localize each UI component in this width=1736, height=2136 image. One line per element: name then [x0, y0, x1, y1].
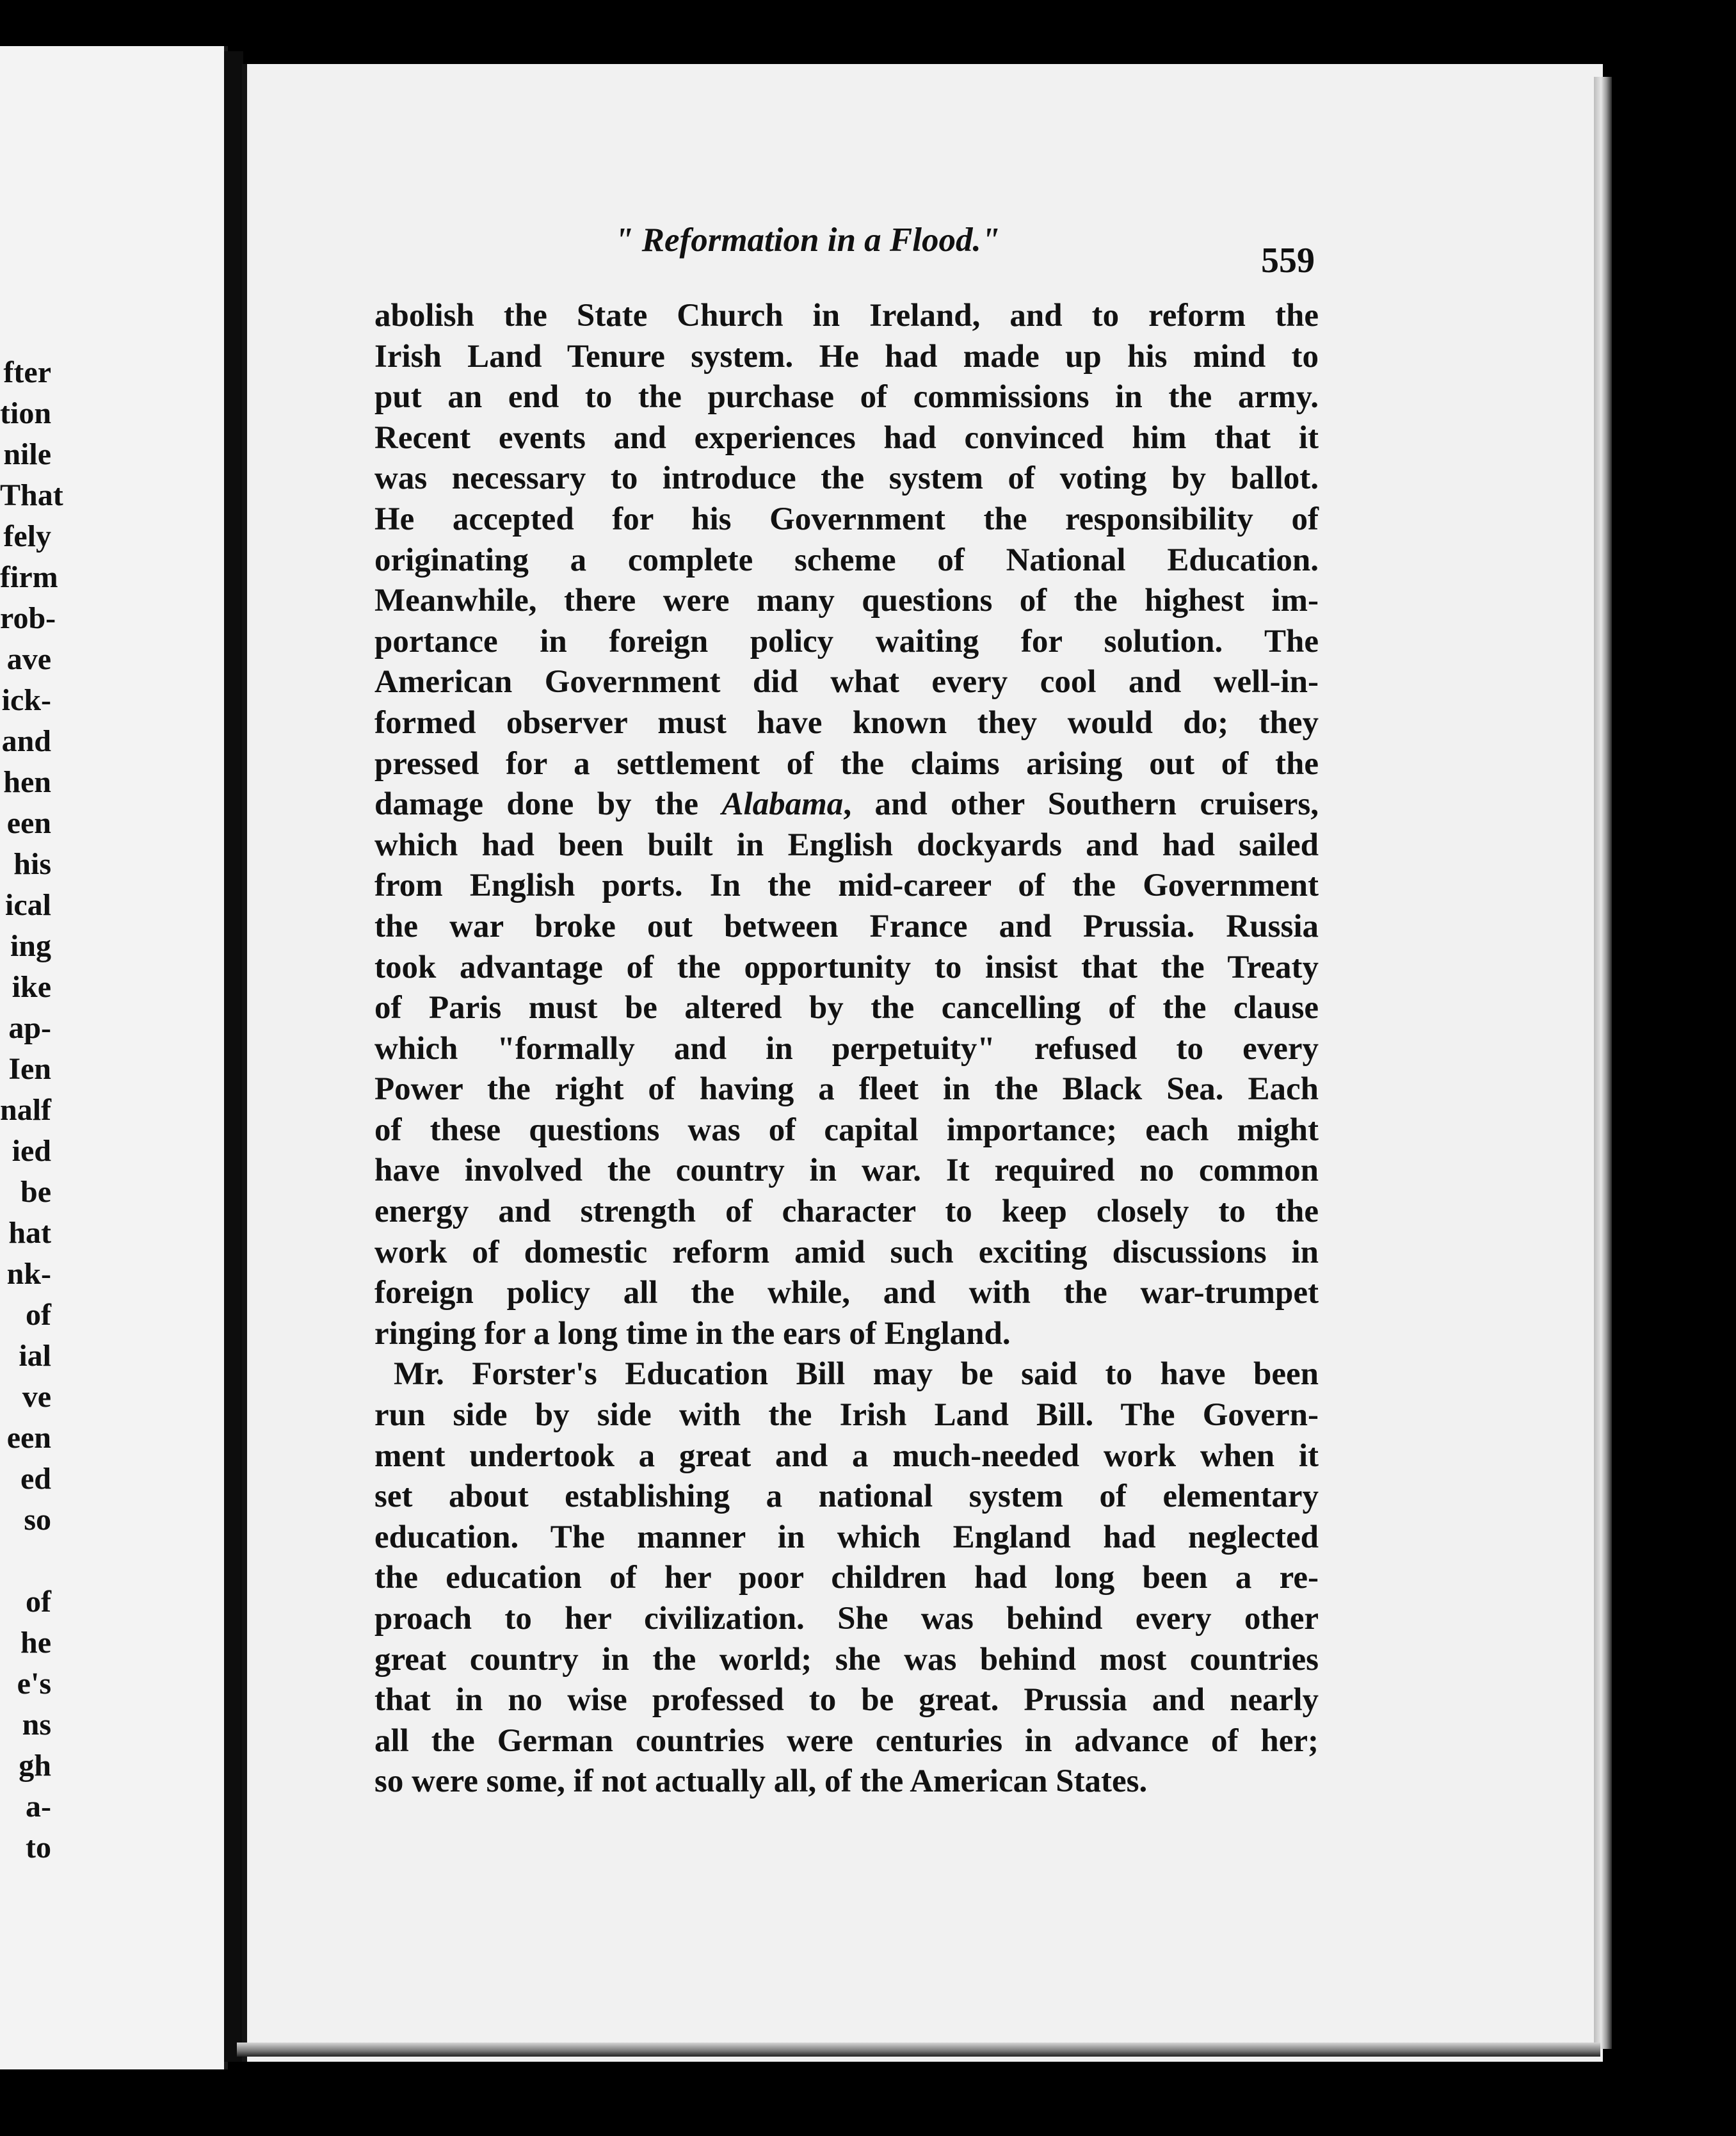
- text-line: took advantage of the opportunity to insist that the Treaty: [374, 949, 1319, 985]
- text-line: Meanwhile, there were many questions of the highest im-: [374, 583, 1319, 619]
- paragraph-2: [374, 1354, 1319, 1802]
- left-page-fragment: of: [26, 1585, 51, 1619]
- text-line: pressed for a settlement of the claims arising out of the: [374, 745, 1319, 782]
- page-number: 559: [1261, 241, 1315, 280]
- text-line: all the German countries were centuries in advance of her;: [374, 1722, 1319, 1759]
- left-page-fragment: een: [6, 1421, 51, 1455]
- left-page-fragment: firm: [0, 560, 58, 594]
- text-line: Mr. Forster's Education Bill may be said to have been: [394, 1356, 1319, 1393]
- left-page-fragment: ap-: [8, 1011, 51, 1045]
- text-line: the education of her poor children had long been a re-: [374, 1560, 1319, 1596]
- left-page-fragment: of: [26, 1298, 51, 1332]
- text-line: work of domestic reform amid such exciting discussions in: [374, 1234, 1319, 1270]
- text-line: damage done by the Alabama, and other Southern cruisers,: [374, 786, 1319, 823]
- text-line: foreign policy all the while, and with the war-trumpet: [374, 1275, 1319, 1311]
- text-line: which "formally and in perpetuity" refused to every: [374, 1030, 1319, 1067]
- text-line: from English ports. In the mid-career of the Government: [374, 868, 1319, 904]
- left-page-fragment: ve: [22, 1380, 51, 1414]
- text-line: Power the right of having a fleet in the Black Sea. Each: [374, 1071, 1319, 1108]
- left-page-fragment: ing: [10, 929, 51, 963]
- paragraph-1: [374, 296, 1319, 1354]
- text-line: ringing for a long time in the ears of England.: [374, 1315, 1011, 1352]
- left-page-fragment: and: [1, 724, 51, 758]
- text-line: have involved the country in war. It required no common: [374, 1153, 1319, 1189]
- left-page-fragment: gh: [19, 1749, 51, 1783]
- text-line: put an end to the purchase of commissions in the army.: [374, 379, 1319, 416]
- left-page-fragment: hen: [3, 765, 51, 799]
- text-line: was necessary to introduce the system of voting by ballot.: [374, 460, 1319, 497]
- left-page-fragment: ical: [5, 888, 51, 922]
- left-page-fragment: ick-: [1, 683, 51, 717]
- left-page-fragment: nile: [3, 437, 51, 471]
- text-line: so were some, if not actually all, of the American States.: [374, 1763, 1148, 1800]
- left-page-fragment: [0, 1541, 51, 1582]
- text-line: great country in the world; she was behind most countries: [374, 1641, 1319, 1678]
- left-page-fragment: een: [6, 806, 51, 840]
- text-line: formed observer must have known they would do; they: [374, 704, 1319, 741]
- text-line: education. The manner in which England had neglected: [374, 1519, 1319, 1555]
- text-line: of Paris must be altered by the cancelling of the clause: [374, 990, 1319, 1026]
- text-line: of these questions was of capital importance; each might: [374, 1112, 1319, 1148]
- left-page-fragment: tion: [0, 396, 52, 430]
- left-page-fragment: hat: [8, 1216, 51, 1250]
- text-line: run side by side with the Irish Land Bill. The Govern-: [374, 1397, 1319, 1434]
- text-line: which had been built in English dockyards and had sailed: [374, 827, 1319, 863]
- text-line: portance in foreign policy waiting for solution. The: [374, 623, 1319, 659]
- text-line: that in no wise professed to be great. Prussia and nearly: [374, 1682, 1319, 1719]
- left-page-fragment: a-: [26, 1790, 51, 1824]
- left-page-fragment: his: [13, 847, 51, 881]
- left-page-fragment: he: [20, 1626, 51, 1660]
- text-line: American Government did what every cool and well-in-: [374, 664, 1319, 700]
- left-page-fragment: fely: [3, 519, 51, 553]
- text-line: proach to her civilization. She was behind every other: [374, 1601, 1319, 1637]
- left-page-fragment: fter: [3, 355, 51, 389]
- text-line: Recent events and experiences had convinced him that it: [374, 419, 1319, 456]
- left-page-fragment: ns: [22, 1708, 51, 1742]
- text-line: abolish the State Church in Ireland, and to reform the: [374, 298, 1319, 334]
- body-text: [374, 296, 1319, 1802]
- text-line: originating a complete scheme of National Education.: [374, 542, 1319, 578]
- left-page-fragment: ied: [12, 1134, 51, 1168]
- left-page-fragment: ial: [19, 1339, 51, 1373]
- text-line: set about establishing a national system of elementary: [374, 1478, 1319, 1515]
- text-line: energy and strength of character to keep closely to the: [374, 1193, 1319, 1230]
- text-line: ment undertook a great and a much-needed work when it: [374, 1437, 1319, 1474]
- left-page-text-fragments: [0, 352, 63, 1868]
- left-page-fragment: rob-: [0, 601, 56, 635]
- left-page-fragment: be: [20, 1175, 51, 1209]
- book-gutter: [224, 51, 243, 2062]
- left-page-fragment: nk-: [6, 1257, 51, 1291]
- page-bottom-edge: [237, 2043, 1600, 2057]
- left-page-fragment: so: [24, 1503, 51, 1537]
- text-line: He accepted for his Government the responsibility of: [374, 501, 1319, 537]
- left-page-fragment: e's: [17, 1667, 51, 1701]
- text-line: the war broke out between France and Prussia. Russia: [374, 908, 1319, 944]
- left-page-fragment: ave: [6, 642, 51, 676]
- text-line: Irish Land Tenure system. He had made up his mind to: [374, 338, 1319, 375]
- left-page-fragment: to: [26, 1831, 51, 1865]
- left-facing-page: [0, 46, 228, 2069]
- ship-name-italic: Alabama: [721, 786, 844, 823]
- running-head: " Reformation in a Flood.": [615, 222, 1001, 259]
- left-page-fragment: Ien: [8, 1052, 51, 1086]
- left-page-fragment: ike: [12, 970, 51, 1004]
- left-page-fragment: That: [0, 478, 63, 512]
- left-page-fragment: nalf: [0, 1093, 52, 1127]
- page-edge: [1594, 77, 1612, 2049]
- left-page-fragment: ed: [20, 1462, 51, 1496]
